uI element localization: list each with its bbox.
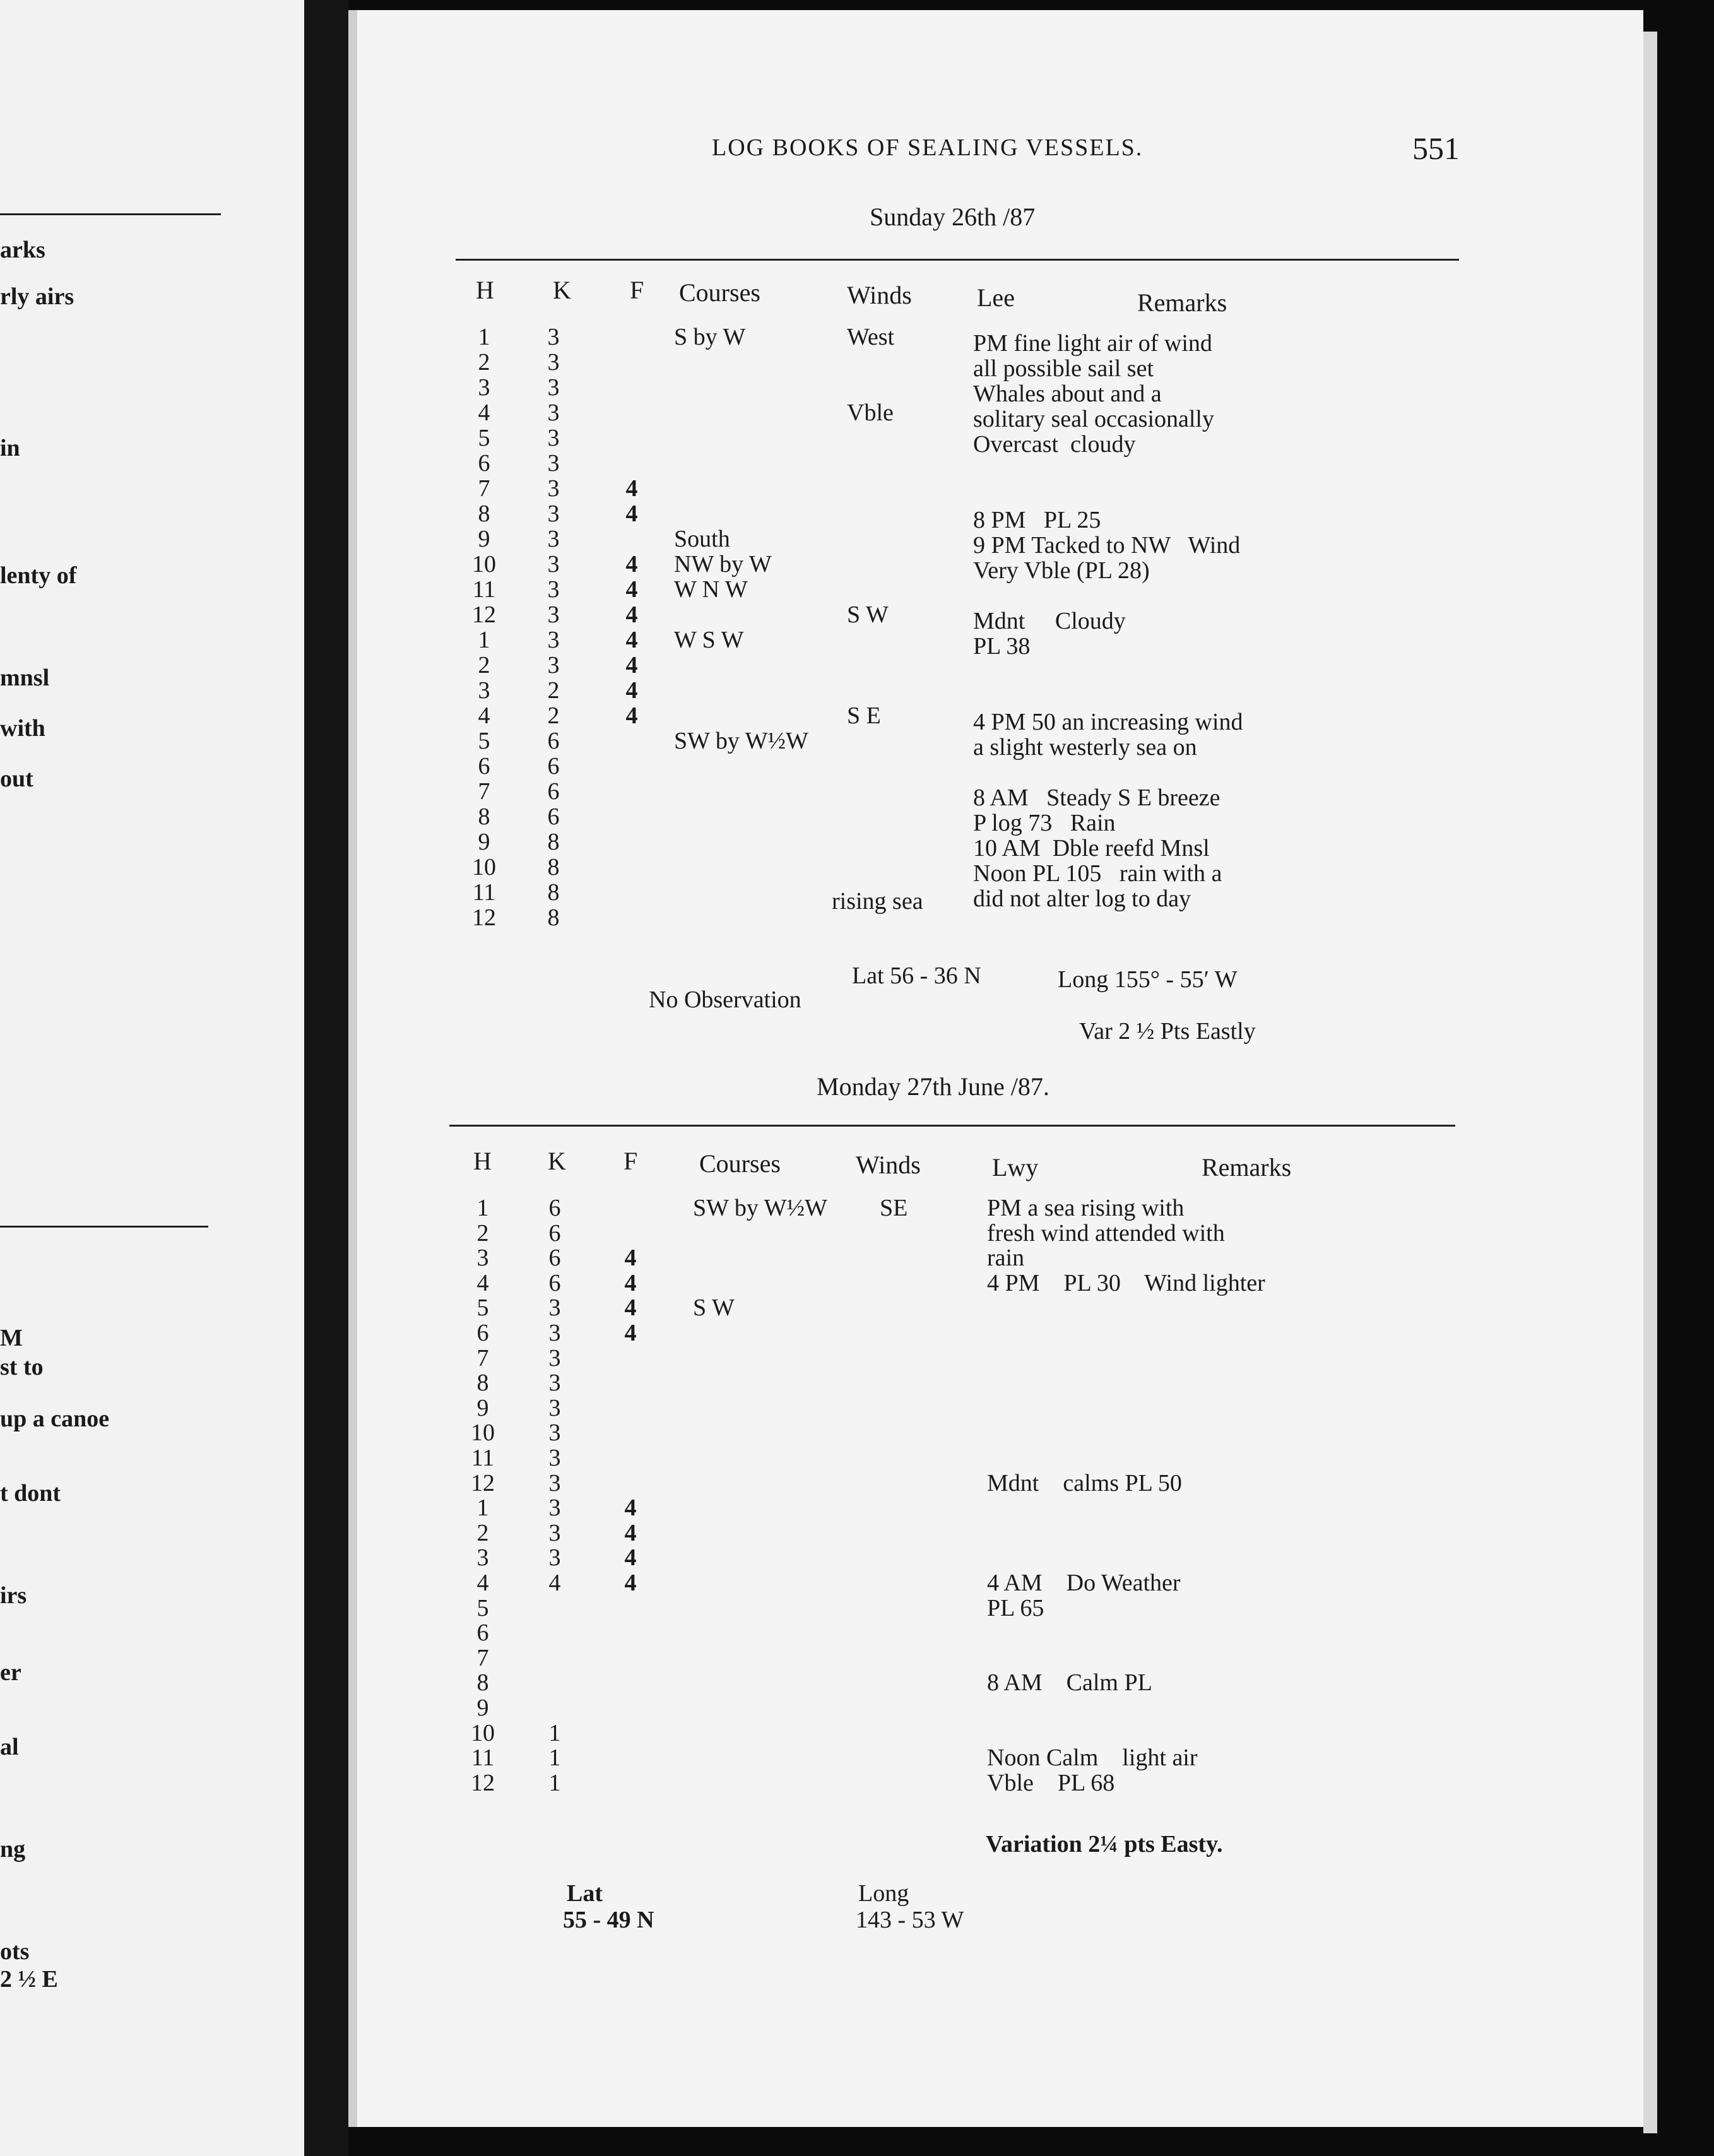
day1-remark: did not alter log to day	[973, 886, 1191, 912]
page-binding-shadow	[348, 10, 357, 2127]
day1-remark: PM fine light air of wind	[973, 330, 1212, 357]
left-fragment: er	[0, 1659, 21, 1686]
day2-knots: 6	[548, 1245, 561, 1272]
day2-hour: 6	[476, 1320, 489, 1346]
left-fragment: al	[0, 1734, 19, 1760]
day2-course: S W	[693, 1294, 735, 1322]
day2-hour: 3	[476, 1245, 489, 1272]
left-fragment: t dont	[0, 1480, 61, 1507]
right-page	[348, 10, 1643, 2127]
day1-knots: 3	[547, 475, 560, 502]
day1-variation: Var 2 ½ Pts Eastly	[1079, 1018, 1256, 1045]
day2-hour: 11	[471, 1744, 495, 1772]
day1-knots: 8	[547, 829, 560, 855]
day2-hour: 8	[476, 1370, 489, 1397]
day1-col-courses: Courses	[679, 278, 760, 307]
day2-col-courses: Courses	[699, 1149, 781, 1178]
day1-course: W N W	[674, 576, 748, 603]
day1-knots: 3	[547, 400, 560, 426]
day1-fathoms: 4	[625, 702, 638, 729]
day1-no-observation: No Observation	[649, 986, 801, 1013]
day2-hour: 6	[476, 1620, 489, 1647]
day2-hour: 9	[476, 1394, 489, 1421]
day1-col-f: F	[630, 276, 644, 304]
day1-hour: 2	[478, 652, 490, 678]
day2-knots: 3	[548, 1445, 561, 1471]
day1-remark: 10 AM Dble reefd Mnsl	[973, 835, 1210, 862]
day2-hour: 3	[476, 1544, 489, 1572]
day2-hour: 1	[476, 1195, 489, 1221]
day1-remark: PL 38	[973, 633, 1031, 660]
day1-hour: 9	[478, 526, 490, 552]
day2-remark: Noon Calm light air	[987, 1744, 1198, 1772]
day2-col-lwy: Lwy	[992, 1153, 1039, 1182]
day1-wind: S W	[847, 601, 889, 628]
day1-knots: 3	[547, 526, 560, 552]
day1-rising-sea: rising sea	[832, 888, 923, 915]
day1-remark: a slight westerly sea on	[973, 734, 1197, 761]
day1-knots: 3	[547, 374, 560, 401]
day2-hour: 5	[476, 1294, 489, 1322]
day1-remark: solitary seal occasionally	[973, 406, 1214, 432]
day1-date: Sunday 26th /87	[870, 203, 1036, 231]
day1-hour: 4	[478, 702, 490, 729]
day2-knots: 3	[548, 1544, 561, 1572]
day2-fathoms: 4	[624, 1495, 637, 1522]
day2-rule	[449, 1125, 1455, 1127]
day1-knots: 8	[547, 904, 560, 931]
day2-knots: 3	[548, 1519, 561, 1546]
day1-fathoms: 4	[625, 551, 638, 578]
left-rule-mid	[0, 1226, 208, 1228]
day1-hour: 10	[472, 551, 496, 578]
day2-knots: 3	[548, 1370, 561, 1397]
day2-hour: 1	[476, 1495, 489, 1522]
day1-knots: 3	[547, 601, 560, 628]
day1-col-k: K	[553, 276, 571, 304]
day2-fathoms: 4	[624, 1269, 637, 1296]
day2-hour: 10	[471, 1419, 495, 1447]
left-fragment: up a canoe	[0, 1406, 110, 1432]
day1-hour: 10	[472, 854, 496, 880]
left-fragment: in	[0, 435, 20, 461]
day1-wind: Vble	[847, 400, 894, 426]
day1-knots: 3	[547, 450, 560, 477]
day2-hour: 12	[471, 1769, 495, 1796]
day1-course: NW by W	[674, 551, 772, 578]
day1-hour: 5	[478, 728, 490, 754]
day2-lat-label: Lat	[567, 1880, 603, 1907]
day1-col-h: H	[476, 276, 494, 304]
day2-hour: 2	[476, 1519, 489, 1546]
left-fragment: mnsl	[0, 665, 50, 691]
day1-knots: 6	[547, 728, 560, 754]
day2-remark: rain	[987, 1245, 1025, 1272]
day2-wind: SE	[880, 1195, 908, 1221]
day2-knots: 3	[548, 1469, 561, 1496]
day1-remark: Very Vble (PL 28)	[973, 557, 1150, 584]
day1-hour: 8	[478, 803, 490, 830]
day2-long-label: Long	[858, 1880, 909, 1907]
day2-knots: 3	[548, 1495, 561, 1522]
day1-hour: 5	[478, 425, 490, 451]
day2-hour: 4	[476, 1570, 489, 1596]
day1-remark: 8 AM Steady S E breeze	[973, 785, 1220, 811]
day1-col-remarks: Remarks	[1137, 288, 1227, 317]
day1-fathoms: 4	[625, 475, 638, 502]
running-title: LOG BOOKS OF SEALING VESSELS.	[712, 134, 1144, 161]
day1-col-lee: Lee	[977, 283, 1015, 312]
day1-knots: 2	[547, 702, 560, 729]
left-fragment: rly airs	[0, 283, 74, 310]
day2-hour: 8	[476, 1669, 489, 1697]
day2-knots: 3	[548, 1419, 561, 1447]
day1-remark: Mdnt Cloudy	[973, 608, 1126, 634]
page-number: 551	[1412, 131, 1460, 166]
day1-course: SW by W½W	[674, 728, 808, 754]
day2-col-f: F	[624, 1147, 638, 1175]
day2-knots: 3	[548, 1294, 561, 1322]
day1-wind: West	[847, 324, 895, 350]
day2-hour: 2	[476, 1219, 489, 1247]
day2-fathoms: 4	[624, 1320, 637, 1346]
left-fragment: 2 ½ E	[0, 1966, 58, 1993]
day1-col-winds: Winds	[847, 281, 912, 309]
day2-knots: 6	[548, 1219, 561, 1247]
day2-fathoms: 4	[624, 1570, 637, 1596]
day1-knots: 3	[547, 324, 560, 350]
day2-remark: 8 AM Calm PL	[987, 1669, 1152, 1697]
day1-hour: 7	[478, 778, 490, 805]
day1-remark: Overcast cloudy	[973, 431, 1136, 458]
day1-hour: 12	[472, 904, 496, 931]
day1-fathoms: 4	[625, 627, 638, 653]
day1-remark: Whales about and a	[973, 381, 1162, 407]
day1-hour: 7	[478, 475, 490, 502]
day1-knots: 3	[547, 652, 560, 678]
day1-remark: Noon PL 105 rain with a	[973, 860, 1222, 887]
left-fragment: lenty of	[0, 562, 77, 589]
day2-hour: 9	[476, 1695, 489, 1721]
day2-hour: 7	[476, 1344, 489, 1371]
day1-hour: 6	[478, 753, 490, 779]
day1-hour: 3	[478, 374, 490, 401]
left-fragment: M	[0, 1325, 23, 1351]
day1-hour: 2	[478, 349, 490, 376]
day2-hour: 5	[476, 1594, 489, 1621]
left-fragment: with	[0, 715, 45, 742]
day1-remark: 8 PM PL 25	[973, 507, 1101, 533]
day1-hour: 1	[478, 627, 490, 653]
day1-hour: 9	[478, 829, 490, 855]
day2-knots: 6	[548, 1195, 561, 1221]
day2-fathoms: 4	[624, 1294, 637, 1322]
left-fragment: arks	[0, 237, 45, 263]
day1-hour: 11	[472, 576, 496, 603]
day1-knots: 3	[547, 627, 560, 653]
day1-course: W S W	[674, 627, 744, 653]
day2-fathoms: 4	[624, 1245, 637, 1272]
day2-knots: 1	[548, 1744, 561, 1772]
day2-hour: 12	[471, 1469, 495, 1496]
day1-hour: 3	[478, 677, 490, 704]
day2-knots: 3	[548, 1344, 561, 1371]
left-rule-top	[0, 213, 221, 215]
day2-remark: fresh wind attended with	[987, 1219, 1225, 1247]
day2-hour: 7	[476, 1644, 489, 1671]
day1-fathoms: 4	[625, 601, 638, 628]
day2-knots: 1	[548, 1769, 561, 1796]
day1-rule	[456, 259, 1459, 261]
day1-remark: 4 PM 50 an increasing wind	[973, 709, 1243, 735]
day2-remark: PL 65	[987, 1594, 1044, 1621]
day2-knots: 6	[548, 1269, 561, 1296]
day1-fathoms: 4	[625, 677, 638, 704]
page-edge	[1643, 32, 1657, 2133]
day2-knots: 3	[548, 1394, 561, 1421]
day1-longitude: Long 155° - 55′ W	[1058, 966, 1238, 993]
day1-hour: 1	[478, 324, 490, 350]
left-page	[0, 0, 304, 2156]
left-fragment: irs	[0, 1582, 27, 1609]
day1-hour: 8	[478, 500, 490, 527]
day2-remark: Vble PL 68	[987, 1769, 1115, 1796]
day1-hour: 12	[472, 601, 496, 628]
day1-hour: 11	[472, 879, 496, 906]
day2-date: Monday 27th June /87.	[817, 1072, 1049, 1101]
day2-remark: PM a sea rising with	[987, 1195, 1185, 1221]
book-gutter	[304, 0, 348, 2156]
day1-knots: 8	[547, 879, 560, 906]
day2-knots: 4	[548, 1570, 561, 1596]
day1-remark: 9 PM Tacked to NW Wind	[973, 532, 1241, 559]
day2-remark: Mdnt calms PL 50	[987, 1469, 1182, 1496]
day2-long-value: 143 - 53 W	[856, 1907, 964, 1933]
day2-hour: 4	[476, 1269, 489, 1296]
day2-lat-value: 55 - 49 N	[563, 1907, 654, 1933]
day1-wind: S E	[847, 702, 881, 729]
day2-fathoms: 4	[624, 1544, 637, 1572]
day1-knots: 3	[547, 349, 560, 376]
left-fragment: out	[0, 766, 33, 792]
day1-fathoms: 4	[625, 500, 638, 527]
day1-course: S by W	[674, 324, 746, 350]
day2-col-remarks: Remarks	[1202, 1153, 1292, 1182]
left-fragment: ng	[0, 1836, 26, 1863]
day2-knots: 3	[548, 1320, 561, 1346]
day1-latitude: Lat 56 - 36 N	[852, 962, 981, 989]
day1-knots: 8	[547, 854, 560, 880]
day1-knots: 2	[547, 677, 560, 704]
day1-remark: P log 73 Rain	[973, 810, 1116, 836]
day2-knots: 1	[548, 1719, 561, 1746]
day2-course: SW by W½W	[693, 1195, 827, 1221]
day1-fathoms: 4	[625, 576, 638, 603]
day2-hour: 10	[471, 1719, 495, 1746]
day2-col-winds: Winds	[856, 1151, 921, 1179]
day1-knots: 3	[547, 551, 560, 578]
day2-remark: 4 PM PL 30 Wind lighter	[987, 1269, 1265, 1296]
day1-knots: 6	[547, 803, 560, 830]
day1-course: South	[674, 526, 730, 552]
day2-fathoms: 4	[624, 1519, 637, 1546]
day1-fathoms: 4	[625, 652, 638, 678]
day1-knots: 6	[547, 753, 560, 779]
day1-hour: 4	[478, 400, 490, 426]
left-fragment: st to	[0, 1354, 44, 1380]
day1-knots: 6	[547, 778, 560, 805]
day2-remark: 4 AM Do Weather	[987, 1570, 1181, 1596]
day1-knots: 3	[547, 500, 560, 527]
left-fragment: ots	[0, 1938, 30, 1965]
day1-hour: 6	[478, 450, 490, 477]
day1-remark: all possible sail set	[973, 355, 1154, 382]
day2-col-k: K	[548, 1147, 566, 1175]
day1-knots: 3	[547, 576, 560, 603]
day2-variation: Variation 2¼ pts Easty.	[986, 1831, 1223, 1857]
scan-background	[1657, 0, 1714, 2156]
day1-knots: 3	[547, 425, 560, 451]
day2-hour: 11	[471, 1445, 495, 1471]
day2-col-h: H	[473, 1147, 492, 1175]
